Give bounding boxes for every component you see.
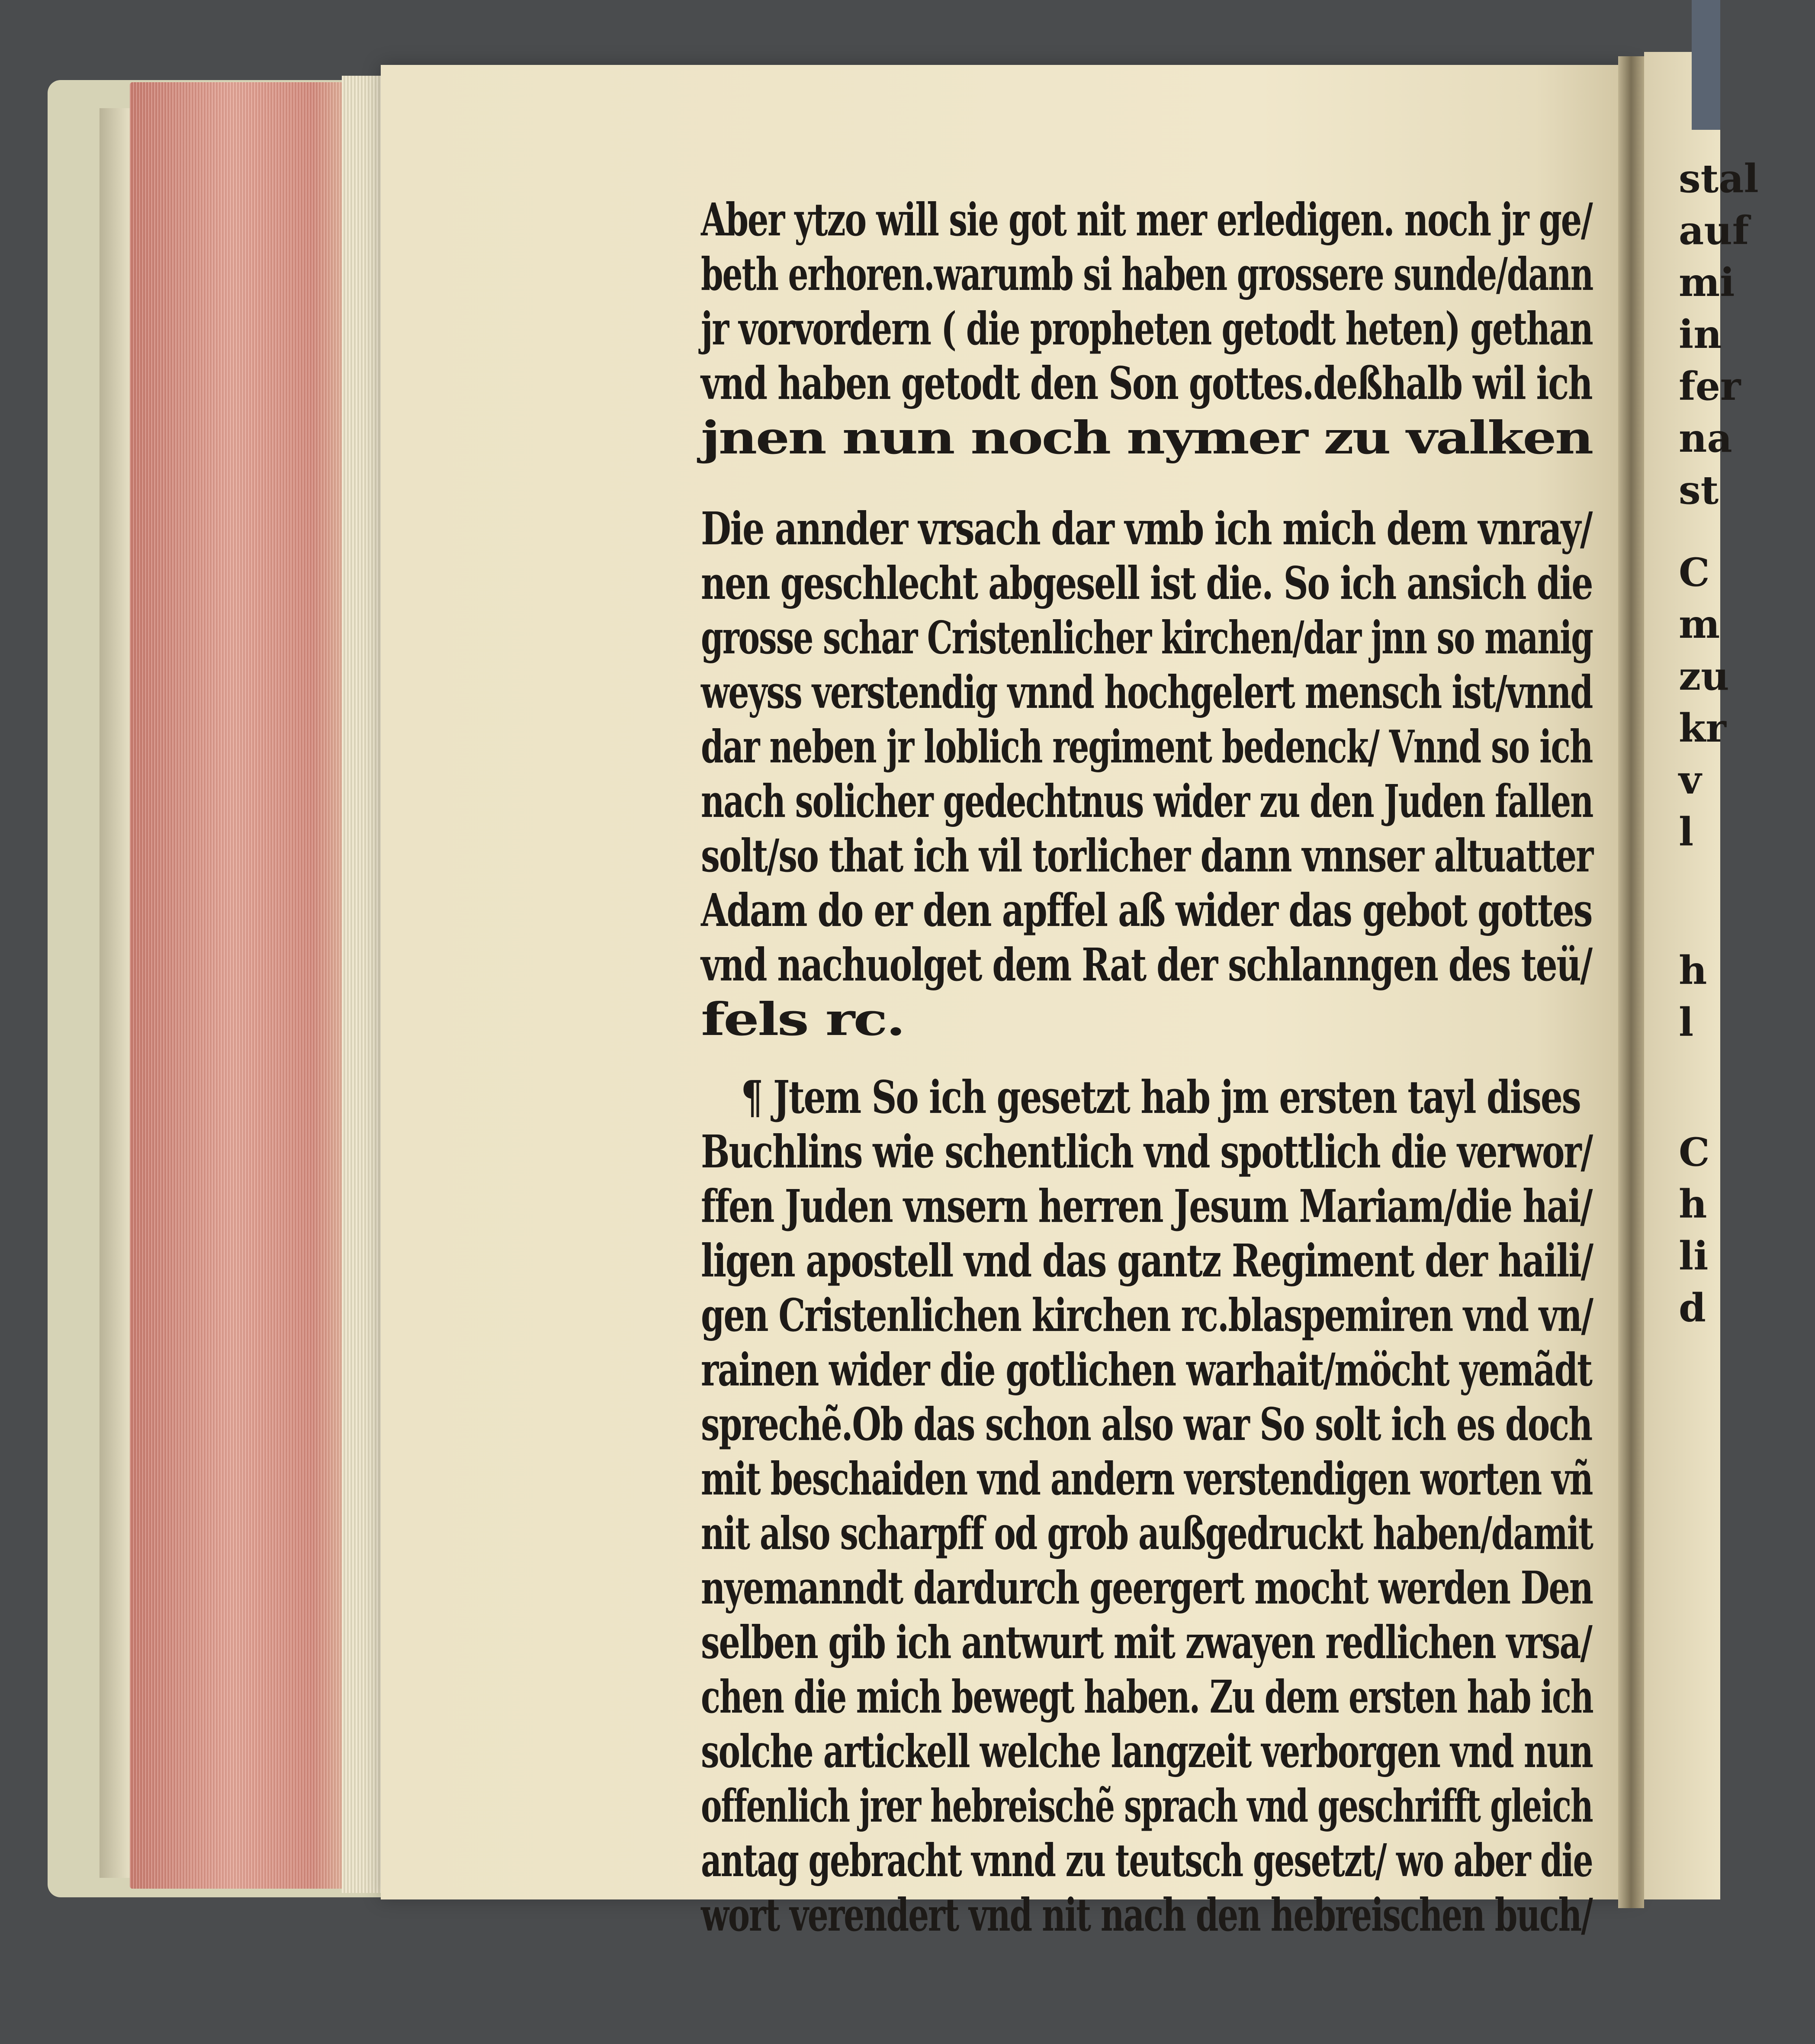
right-page-fragment: C [1679, 1129, 1710, 1175]
text-line: jnen nun noch nymer zu valken [701, 411, 1592, 464]
text-line: offenlich jrer hebreischẽ sprach vnd geschrifft gleich [701, 1779, 1593, 1832]
right-page-fragment: na [1679, 415, 1732, 461]
right-page-fragment: in [1679, 312, 1722, 357]
right-page-fragment: fer [1679, 363, 1741, 409]
right-page-fragment: st [1679, 467, 1719, 513]
text-line: Buchlins wie schentlich vnd spottlich die verwor/ [701, 1125, 1592, 1178]
right-page-fragment: kr [1679, 705, 1726, 751]
text-line: nen geschlecht abgesell ist die. So ich ansich die [701, 556, 1593, 610]
right-page-fragment: mi [1679, 260, 1735, 305]
text-line: wort verendert vnd nit nach den hebreischen buch/ [701, 1888, 1592, 1941]
red-page-edges [130, 82, 359, 1889]
text-line: Aber ytzo will sie got nit mer erledigen. noch jr ge/ [701, 193, 1592, 246]
text-line: beth erhoren.warumb si haben grossere sunde/dann [701, 247, 1593, 301]
text-line: selben gib ich antwurt mit zwayen redlichen vrsa/ [701, 1616, 1592, 1669]
text-line: rainen wider die gotlichen warhait/möcht yemãdt [701, 1343, 1592, 1396]
text-line: ligen apostell vnd das gantz Regiment der haili/ [701, 1234, 1593, 1287]
text-line: dar neben jr loblich regiment bedenck/ Vnnd so ich [701, 720, 1593, 773]
right-page-fragment: auf [1679, 208, 1749, 254]
right-page-fragment: d [1679, 1285, 1706, 1331]
text-line: nach solicher gedechtnus wider zu den Juden fallen [701, 775, 1593, 828]
right-page-fragment: h [1679, 948, 1707, 993]
text-line: weyss verstendig vnnd hochgelert mensch ist/vnnd [701, 665, 1593, 719]
text-line: nit also scharpff od grob außgedruckt haben/damit [701, 1507, 1593, 1560]
text-line: ¶ Jtem So ich gesetzt hab jm ersten tayl dises [741, 1070, 1580, 1124]
main-text-block [701, 193, 1592, 1942]
right-page-fragment: v [1679, 757, 1702, 803]
text-line: grosse schar Cristenlicher kirchen/dar jnn so manig [701, 611, 1593, 664]
text-line: jr vorvordern ( die propheten getodt heten) gethan [701, 302, 1593, 355]
right-page-fragment: li [1679, 1233, 1709, 1279]
right-page-fragment: stal [1679, 156, 1759, 202]
right-page-fragment: h [1679, 1181, 1707, 1227]
right-page-fragment: l [1679, 809, 1694, 855]
background-cloth [1692, 0, 1720, 130]
right-page-fragment: m [1679, 601, 1720, 647]
text-line: Die annder vrsach dar vmb ich mich dem vnray/ [701, 502, 1592, 555]
text-line: nyemanndt dardurch geergert mocht werden Den [701, 1561, 1593, 1614]
right-page-fragment: C [1679, 550, 1710, 595]
text-line: vnd haben getodt den Son gottes.deßhalb wil ich [701, 357, 1592, 410]
text-line: vnd nachuolget dem Rat der schlanngen des teü/ [701, 938, 1592, 991]
text-line: ffen Juden vnsern herren Jesum Mariam/die hai/ [701, 1179, 1592, 1233]
text-line: solt/so that ich vil torlicher dann vnnser altuatter [701, 829, 1593, 882]
text-line: fels rc. [701, 993, 904, 1046]
right-page-fragment: zu [1679, 653, 1729, 699]
text-line: Adam do er den apffel aß wider das gebot gottes [701, 884, 1592, 937]
text-line: chen die mich bewegt haben. Zu dem ersten hab ich [701, 1670, 1593, 1723]
text-line: antag gebracht vnnd zu teutsch gesetzt/ wo aber die [701, 1834, 1593, 1887]
book-gutter [1618, 56, 1644, 1908]
right-page-fragment: l [1679, 1000, 1694, 1045]
text-line: sprechẽ.Ob das schon also war So solt ich es doch [701, 1398, 1592, 1451]
text-line: solche artickell welche langzeit verborgen vnd nun [701, 1725, 1593, 1778]
text-line: mit beschaiden vnd andern verstendigen worten vñ [701, 1452, 1593, 1505]
text-line: gen Cristenlichen kirchen rc.blaspemiren vnd vn/ [701, 1289, 1593, 1342]
